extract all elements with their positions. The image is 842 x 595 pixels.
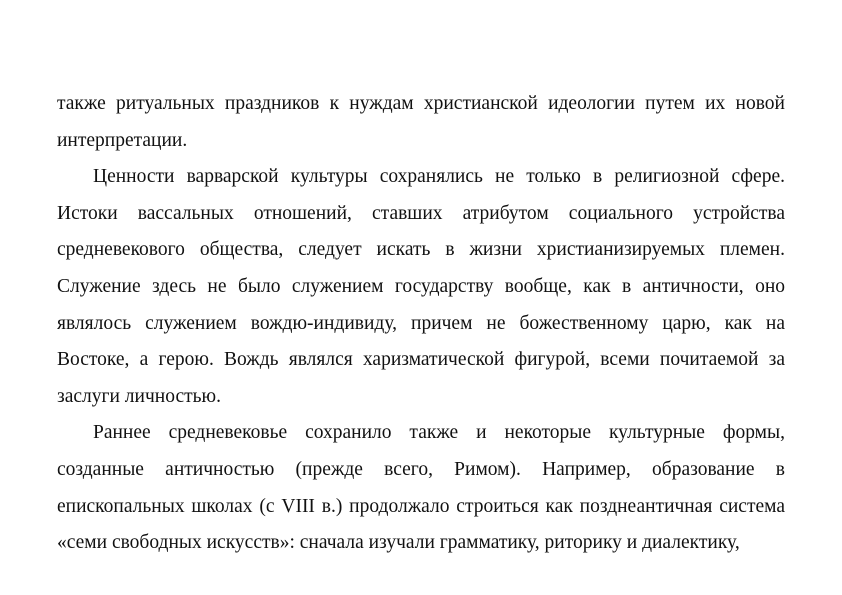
paragraph-early-middle-ages: Раннее средневековье сохранило также и некоторые культурные формы, созданные античностью (прежде всего, Римом). Например, образование в епископальных школах (с VIII в.) продолжало строиться как позднеантичная система «семи свободных искусств»: сначала изучали грамматику, риторику и диалектику,	[57, 422, 785, 554]
paragraph-barbarian-culture: Ценности варварской культуры сохранялись не только в религиозной сфере. Истоки вассальных отношений, ставших атрибутом социального устройства средневекового общества, следует искать в жизни христианизируемых племен. Служение здесь не было служением государству вообще, как в античности, оно являлось служением вождю-индивиду, причем не божественному царю, как на Востоке, а герою. Вождь являлся харизматической фигурой, всеми почитаемой за заслуги личностью.	[57, 166, 785, 407]
paragraph-continuation: также ритуальных праздников к нуждам христианской идеологии путем их новой интерпретации.	[57, 93, 785, 151]
body-text	[57, 86, 785, 562]
